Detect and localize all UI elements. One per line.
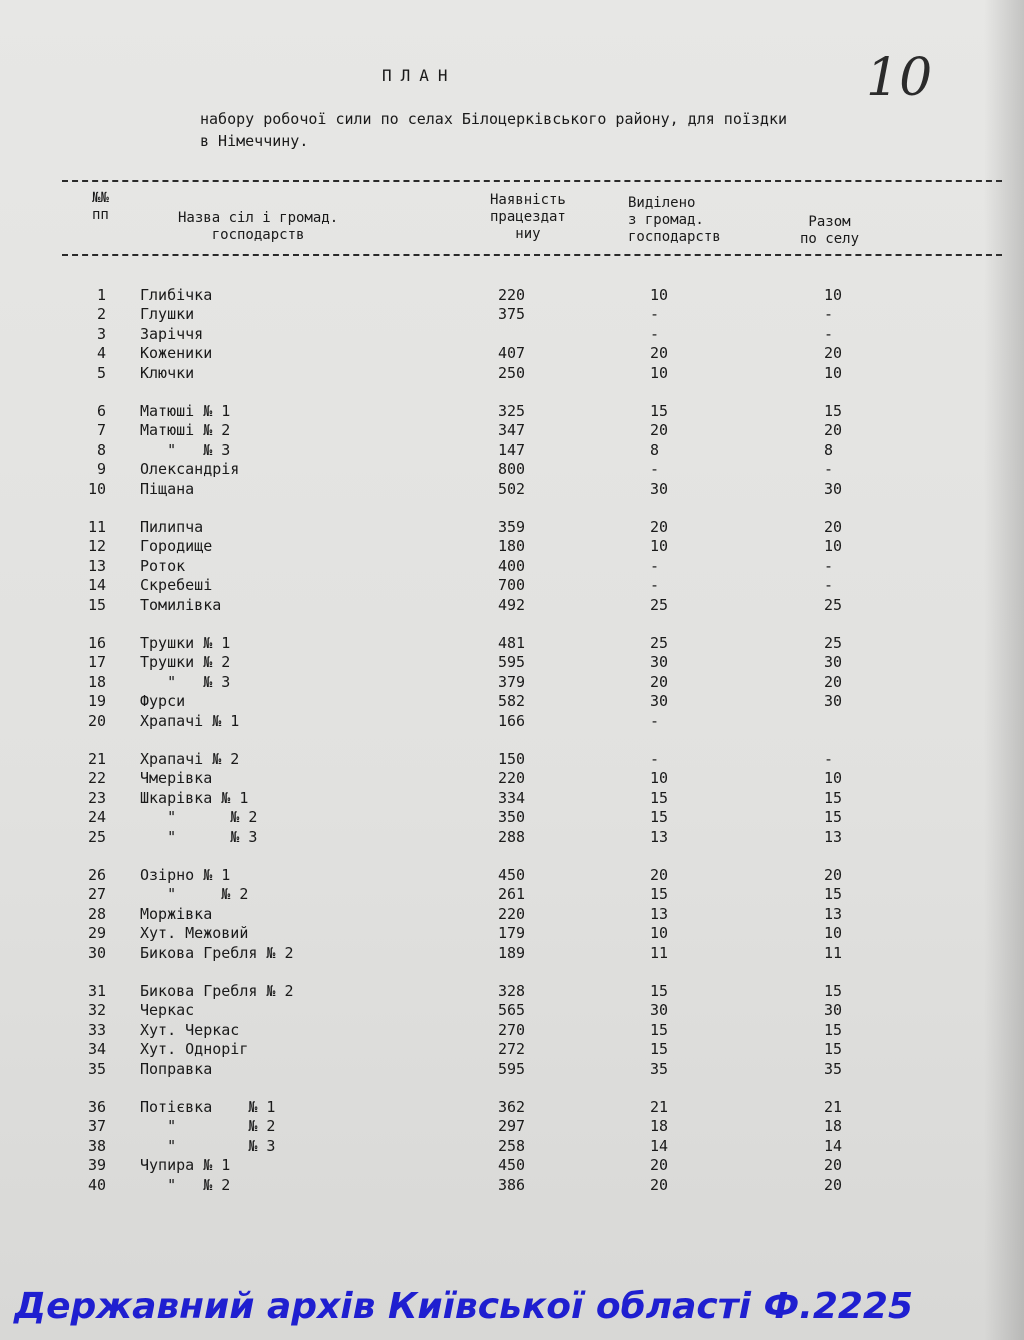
allocated-count: 20	[650, 421, 669, 440]
allocated-count: 21	[650, 1098, 669, 1116]
row-number: 15	[87, 595, 106, 614]
table-row	[0, 402, 1024, 421]
village-name: Матюші № 1	[140, 402, 231, 420]
row-number: 31	[87, 982, 106, 1000]
table-row	[0, 673, 1024, 692]
header-num: №№ пп	[92, 190, 109, 223]
total-count: -	[824, 460, 834, 479]
village-name: " № 3	[140, 440, 231, 459]
total-count: 10	[824, 363, 843, 382]
available-count: 481	[498, 634, 526, 652]
total-count: 35	[824, 1059, 843, 1078]
available-count: 450	[498, 1156, 526, 1175]
allocated-count: 15	[650, 1020, 669, 1039]
row-number: 21	[87, 750, 106, 768]
village-name: Коженики	[140, 344, 213, 363]
total-count: 15	[824, 402, 843, 420]
row-number: 35	[87, 1059, 106, 1078]
header-available: Наявність працездат ниу	[490, 192, 566, 242]
row-number: 24	[87, 808, 106, 827]
archive-caption: Державний архів Київської області Ф.2225	[14, 1286, 914, 1327]
total-count: 15	[824, 808, 843, 827]
total-count: -	[824, 324, 834, 343]
available-count: 386	[498, 1175, 526, 1194]
total-count: 13	[824, 904, 843, 923]
table-row	[0, 866, 1024, 885]
available-count: 407	[498, 344, 526, 363]
total-count: 25	[824, 634, 843, 652]
village-name: Чупира № 1	[140, 1156, 231, 1175]
available-count: 220	[498, 286, 526, 304]
village-name: " № 2	[140, 808, 258, 827]
total-count: 18	[824, 1117, 843, 1136]
row-number: 27	[87, 885, 106, 904]
village-name: Моржівка	[140, 904, 213, 923]
allocated-count: 25	[650, 595, 669, 614]
total-count: 20	[824, 518, 843, 536]
folio-number: 10	[866, 48, 933, 108]
village-name: " № 2	[140, 885, 249, 904]
allocated-count: 35	[650, 1059, 669, 1078]
available-count: 150	[498, 750, 526, 768]
total-count: -	[824, 576, 834, 595]
allocated-count: 15	[650, 402, 669, 420]
document-subtitle: набору робочої сили по селах Білоцерківського району, для поїздки в Німеччину.	[200, 110, 787, 150]
village-name: Томилівка	[140, 595, 222, 614]
total-count: 10	[824, 286, 843, 304]
allocated-count: 13	[650, 904, 669, 923]
table-row	[0, 1040, 1024, 1059]
document-title: ПЛАН	[382, 66, 457, 85]
village-name: Чмерівка	[140, 769, 213, 788]
row-number: 14	[87, 576, 106, 595]
village-name: Шкарівка № 1	[140, 788, 249, 807]
row-number: 8	[96, 440, 106, 459]
table-row	[0, 460, 1024, 479]
allocated-count: 8	[650, 440, 660, 459]
available-count: 288	[498, 827, 526, 846]
available-count: 400	[498, 556, 526, 575]
available-count: 450	[498, 866, 526, 884]
allocated-count: 15	[650, 1040, 669, 1059]
available-count: 362	[498, 1098, 526, 1116]
allocated-count: 30	[650, 479, 669, 498]
total-count: 30	[824, 479, 843, 498]
header-name: Назва сіл і громад. господарств	[178, 210, 339, 243]
row-number: 38	[87, 1136, 106, 1155]
allocated-count: 30	[650, 653, 669, 672]
allocated-count: -	[650, 750, 660, 768]
row-number: 29	[87, 924, 106, 943]
allocated-count: 20	[650, 344, 669, 363]
row-number: 20	[87, 711, 106, 730]
total-count: 20	[824, 344, 843, 363]
header-allocated: Виділено з громад. господарств	[628, 195, 721, 245]
row-number: 6	[96, 402, 106, 420]
allocated-count: 10	[650, 924, 669, 943]
table-row	[0, 286, 1024, 305]
village-name: " № 3	[140, 827, 258, 846]
available-count: 258	[498, 1136, 526, 1155]
row-number: 10	[87, 479, 106, 498]
allocated-count: 18	[650, 1117, 669, 1136]
village-name: Хут. Межовий	[140, 924, 249, 943]
row-number: 16	[87, 634, 106, 652]
allocated-count: 20	[650, 866, 669, 884]
table-row	[0, 325, 1024, 344]
allocated-count: 11	[650, 943, 669, 962]
available-count: 350	[498, 808, 526, 827]
table-row	[0, 576, 1024, 595]
table-row	[0, 692, 1024, 711]
row-number: 11	[87, 518, 106, 536]
total-count: 15	[824, 788, 843, 807]
village-name: Городище	[140, 537, 213, 556]
total-count: 11	[824, 943, 843, 962]
table-row	[0, 1098, 1024, 1117]
total-count: 10	[824, 537, 843, 556]
table-row	[0, 441, 1024, 460]
row-number: 37	[87, 1117, 106, 1136]
table-row	[0, 364, 1024, 383]
available-count: 565	[498, 1001, 526, 1020]
available-count: 179	[498, 924, 526, 943]
row-number: 40	[87, 1175, 106, 1194]
table-row	[0, 634, 1024, 653]
total-count: -	[824, 750, 834, 768]
village-name: Трушки № 2	[140, 653, 231, 672]
available-count: 595	[498, 1059, 526, 1078]
total-count: 13	[824, 827, 843, 846]
allocated-count: 15	[650, 982, 669, 1000]
allocated-count: 20	[650, 672, 669, 691]
total-count: 20	[824, 672, 843, 691]
allocated-count: -	[650, 576, 660, 595]
row-number: 22	[87, 769, 106, 788]
village-name: Хут. Одноріг	[140, 1040, 249, 1059]
total-count: 25	[824, 595, 843, 614]
village-name: Бикова Гребля № 2	[140, 943, 294, 962]
available-count: 347	[498, 421, 526, 440]
table-row	[0, 924, 1024, 943]
village-name: Піщана	[140, 479, 195, 498]
table-row	[0, 518, 1024, 537]
allocated-count: 30	[650, 692, 669, 711]
available-count: 250	[498, 363, 526, 382]
total-count: 15	[824, 982, 843, 1000]
row-number: 12	[87, 537, 106, 556]
allocated-count: 10	[650, 363, 669, 382]
total-count: 8	[824, 440, 834, 459]
header-rule-top	[62, 180, 1002, 182]
village-name: Озірно № 1	[140, 866, 231, 884]
available-count: 375	[498, 305, 526, 324]
total-count: 30	[824, 653, 843, 672]
total-count: 10	[824, 924, 843, 943]
available-count: 272	[498, 1040, 526, 1059]
available-count: 261	[498, 885, 526, 904]
row-number: 5	[96, 363, 106, 382]
allocated-count: 10	[650, 769, 669, 788]
total-count: 15	[824, 1020, 843, 1039]
village-name: Заріччя	[140, 324, 204, 343]
table-row	[0, 480, 1024, 499]
total-count: 15	[824, 1040, 843, 1059]
row-number: 23	[87, 788, 106, 807]
allocated-count: 13	[650, 827, 669, 846]
table-row	[0, 557, 1024, 576]
village-name: Бикова Гребля № 2	[140, 982, 294, 1000]
allocated-count: -	[650, 305, 660, 324]
row-number: 34	[87, 1040, 106, 1059]
header-rule-bottom	[62, 254, 1002, 256]
total-count: 14	[824, 1136, 843, 1155]
allocated-count: 10	[650, 537, 669, 556]
allocated-count: 20	[650, 1175, 669, 1194]
table-row	[0, 1156, 1024, 1175]
allocated-count: -	[650, 711, 660, 730]
table-row	[0, 596, 1024, 615]
total-count: -	[824, 556, 834, 575]
allocated-count: 30	[650, 1001, 669, 1020]
table-row	[0, 905, 1024, 924]
row-number: 2	[96, 305, 106, 324]
total-count: 21	[824, 1098, 843, 1116]
row-number: 17	[87, 653, 106, 672]
available-count: 502	[498, 479, 526, 498]
table-row	[0, 944, 1024, 963]
village-name: Глушки	[140, 305, 195, 324]
table-row	[0, 1176, 1024, 1195]
table-row	[0, 1021, 1024, 1040]
allocated-count: 15	[650, 808, 669, 827]
available-count: 595	[498, 653, 526, 672]
row-number: 7	[96, 421, 106, 440]
village-name: " № 2	[140, 1175, 231, 1194]
available-count: 166	[498, 711, 526, 730]
total-count: 20	[824, 1175, 843, 1194]
row-number: 18	[87, 672, 106, 691]
table-row	[0, 1137, 1024, 1156]
table-row	[0, 1117, 1024, 1136]
row-number: 25	[87, 827, 106, 846]
row-number: 26	[87, 866, 106, 884]
table-row	[0, 828, 1024, 847]
village-name: Матюші № 2	[140, 421, 231, 440]
available-count: 379	[498, 672, 526, 691]
table-row	[0, 712, 1024, 731]
allocated-count: 14	[650, 1136, 669, 1155]
total-count: 20	[824, 421, 843, 440]
table-row	[0, 885, 1024, 904]
available-count: 582	[498, 692, 526, 711]
row-number: 36	[87, 1098, 106, 1116]
total-count: 20	[824, 866, 843, 884]
table-row	[0, 421, 1024, 440]
village-name: Храпачі № 1	[140, 711, 240, 730]
allocated-count: 10	[650, 286, 669, 304]
row-number: 1	[96, 286, 106, 304]
table-row	[0, 982, 1024, 1001]
allocated-count: -	[650, 460, 660, 479]
total-count: 30	[824, 692, 843, 711]
available-count: 220	[498, 769, 526, 788]
table-row	[0, 1001, 1024, 1020]
village-name: Храпачі № 2	[140, 750, 240, 768]
village-name: " № 3	[140, 672, 231, 691]
village-name: Олександрія	[140, 460, 240, 479]
table-row	[0, 653, 1024, 672]
table-row	[0, 808, 1024, 827]
available-count: 325	[498, 402, 526, 420]
village-name: " № 2	[140, 1117, 276, 1136]
available-count: 359	[498, 518, 526, 536]
allocated-count: 25	[650, 634, 669, 652]
row-number: 13	[87, 556, 106, 575]
available-count: 180	[498, 537, 526, 556]
row-number: 28	[87, 904, 106, 923]
total-count: 20	[824, 1156, 843, 1175]
row-number: 39	[87, 1156, 106, 1175]
available-count: 328	[498, 982, 526, 1000]
allocated-count: -	[650, 556, 660, 575]
table-row	[0, 1060, 1024, 1079]
village-name: Скребеші	[140, 576, 213, 595]
table-row	[0, 344, 1024, 363]
row-number: 33	[87, 1020, 106, 1039]
available-count: 492	[498, 595, 526, 614]
allocated-count: 20	[650, 518, 669, 536]
total-count: 10	[824, 769, 843, 788]
available-count: 700	[498, 576, 526, 595]
available-count: 297	[498, 1117, 526, 1136]
available-count: 147	[498, 440, 526, 459]
available-count: 220	[498, 904, 526, 923]
allocated-count: -	[650, 324, 660, 343]
available-count: 189	[498, 943, 526, 962]
available-count: 270	[498, 1020, 526, 1039]
allocated-count: 15	[650, 788, 669, 807]
row-number: 19	[87, 692, 106, 711]
total-count: 15	[824, 885, 843, 904]
village-name: Глибічка	[140, 286, 213, 304]
total-count: 30	[824, 1001, 843, 1020]
village-name: Ключки	[140, 363, 195, 382]
village-name: Поправка	[140, 1059, 213, 1078]
table-row	[0, 750, 1024, 769]
village-name: " № 3	[140, 1136, 276, 1155]
table-row	[0, 789, 1024, 808]
village-name: Потієвка № 1	[140, 1098, 276, 1116]
table-row	[0, 305, 1024, 324]
header-total: Разом по селу	[800, 214, 860, 247]
table-row	[0, 769, 1024, 788]
allocated-count: 15	[650, 885, 669, 904]
village-name: Хут. Черкас	[140, 1020, 240, 1039]
allocated-count: 20	[650, 1156, 669, 1175]
available-count: 334	[498, 788, 526, 807]
row-number: 30	[87, 943, 106, 962]
village-name: Черкас	[140, 1001, 195, 1020]
row-number: 9	[96, 460, 106, 479]
village-name: Пилипча	[140, 518, 204, 536]
row-number: 3	[96, 324, 106, 343]
row-number: 4	[96, 344, 106, 363]
village-name: Фурси	[140, 692, 186, 711]
available-count: 800	[498, 460, 526, 479]
village-name: Роток	[140, 556, 186, 575]
row-number: 32	[87, 1001, 106, 1020]
village-name: Трушки № 1	[140, 634, 231, 652]
total-count: -	[824, 305, 834, 324]
table-row	[0, 537, 1024, 556]
